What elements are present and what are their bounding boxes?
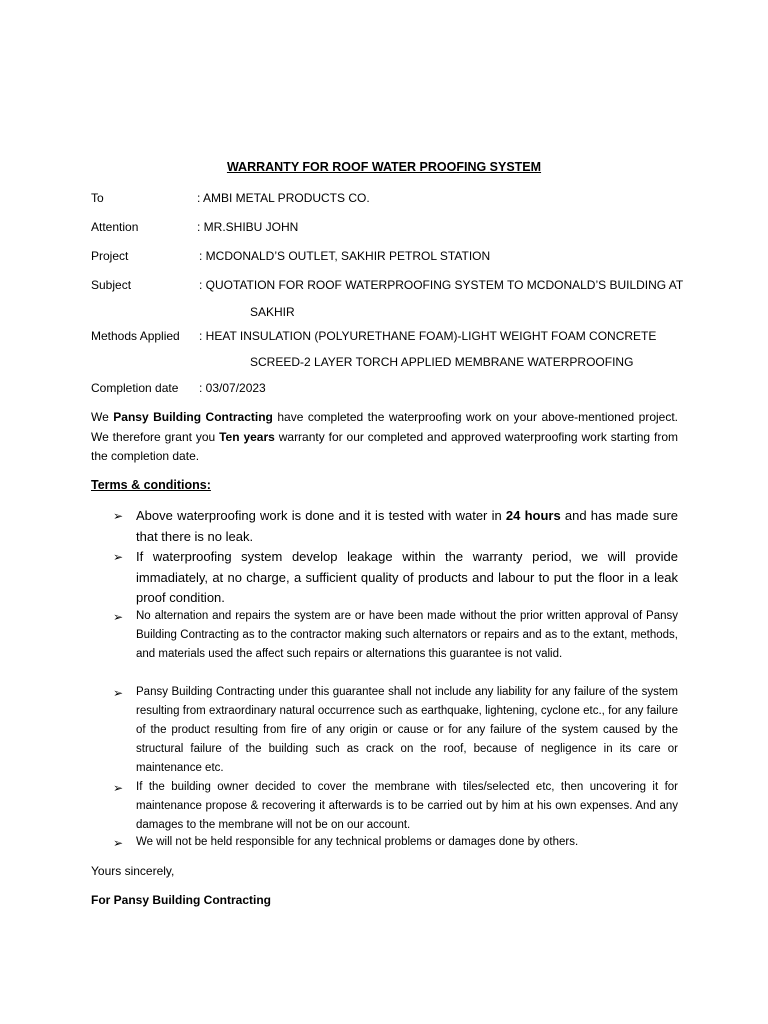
methods-value: : HEAT INSULATION (POLYURETHANE FOAM)-LIGHT WEIGHT FOAM CONCRETE <box>199 329 657 343</box>
intro-part2: warranty for our completed and approved waterproofing work starting from the completion date. <box>91 429 678 463</box>
term-1-bold: 24 hours <box>505 508 561 523</box>
project-value: : MCDONALD’S OUTLET, SAKHIR PETROL STATION <box>199 249 491 263</box>
bullet-arrow-icon: ➢ <box>113 509 124 523</box>
bullet-arrow-icon: ➢ <box>113 781 124 795</box>
subject-value-continued: SAKHIR <box>250 305 295 319</box>
intro-years: Ten years <box>219 429 275 444</box>
project-label: Project <box>91 249 129 263</box>
term-1 <box>136 506 678 547</box>
intro-part1: have completed the waterproofing work on your above-mentioned project. We therefore grant you <box>91 410 679 444</box>
intro-paragraph <box>91 408 678 467</box>
terms-heading: Terms & conditions: <box>91 478 211 492</box>
methods-label: Methods Applied <box>91 329 180 343</box>
to-value: : AMBI METAL PRODUCTS CO. <box>197 191 370 205</box>
term-1-before: Above waterproofing work is done and it is tested with water in <box>136 508 506 523</box>
subject-label: Subject <box>91 278 132 292</box>
attention-value: : MR.SHIBU JOHN <box>197 220 299 234</box>
intro-company: Pansy Building Contracting <box>113 410 273 424</box>
term-1-after: and has made sure that there is no leak. <box>136 508 678 544</box>
attention-label: Attention <box>91 220 139 234</box>
subject-value: : QUOTATION FOR ROOF WATERPROOFING SYSTEM TO MCDONALD’S BUILDING AT <box>199 278 684 292</box>
bullet-arrow-icon: ➢ <box>113 550 124 564</box>
term-6: We will not be held responsible for any technical problems or damages done by others. <box>136 836 579 848</box>
completion-value: : 03/07/2023 <box>199 381 266 395</box>
term-3: No alternation and repairs the system are or have been made without the prior written approval of Pansy Building Contracting as to the contractor making such alternators or repairs and as to the extant, methods, and materials used the affect such repairs or alternations this guarantee is not valid. <box>136 610 678 660</box>
closing-sincerely: Yours sincerely, <box>91 864 175 878</box>
closing-company: For Pansy Building Contracting <box>91 893 272 907</box>
bullet-arrow-icon: ➢ <box>113 686 124 700</box>
term-4: Pansy Building Contracting under this guarantee shall not include any liability for any failure of the system resulting from extraordinary natural occurrence such as earthquake, lightening, cyclone etc., for any failure of the product resulting from fire of any origin or cause or for any failure of the system caused by the structural failure of the building such as crack on the roof, because of negligence in its care or maintenance etc. <box>136 686 678 774</box>
intro-we: We <box>91 410 114 424</box>
bullet-arrow-icon: ➢ <box>113 610 124 624</box>
document-title: WARRANTY FOR ROOF WATER PROOFING SYSTEM <box>226 160 542 174</box>
completion-label: Completion date <box>91 381 179 395</box>
bullet-arrow-icon: ➢ <box>113 836 124 850</box>
term-2: If waterproofing system develop leakage within the warranty period, we will provide immadiately, at no charge, a sufficient quality of products and labour to put the floor in a leak proof condition. <box>136 549 678 605</box>
to-label: To <box>91 191 104 205</box>
methods-value-continued: SCREED-2 LAYER TORCH APPLIED MEMBRANE WATERPROOFING <box>250 355 634 369</box>
term-5: If the building owner decided to cover the membrane with tiles/selected etc, then uncovering it for maintenance propose & recovering it afterwards is to be carried out by him at his own expenses. And any damages to the membrane will not be on our account. <box>136 781 678 831</box>
